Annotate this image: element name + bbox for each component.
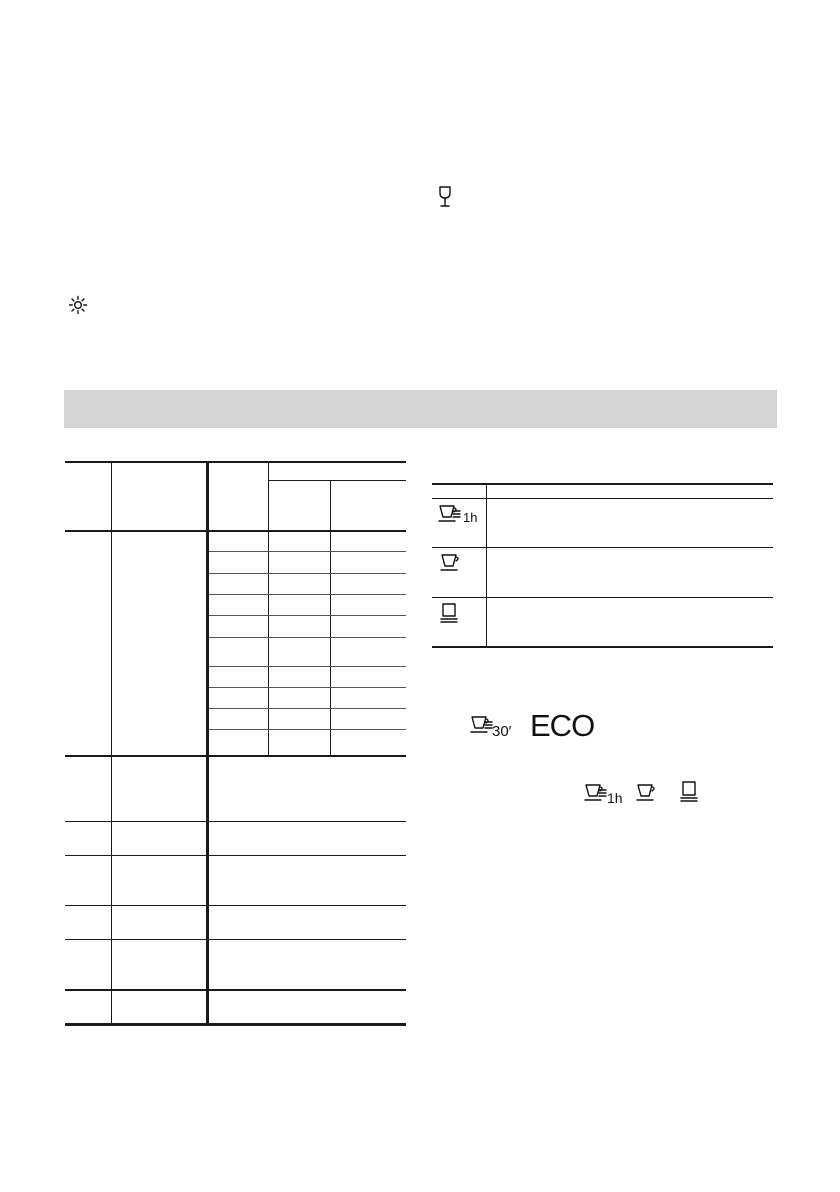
cup-icon bbox=[440, 552, 464, 578]
table-rule bbox=[330, 481, 331, 755]
cup-lines-30-icon bbox=[470, 714, 518, 742]
table-rule bbox=[65, 530, 406, 532]
table-rule bbox=[209, 729, 406, 730]
table-rule bbox=[432, 597, 773, 598]
section-banner bbox=[64, 390, 777, 428]
table-rule bbox=[486, 483, 487, 648]
icon-30-label: 30′ bbox=[492, 723, 512, 740]
table-rule bbox=[432, 483, 773, 485]
program-table bbox=[65, 461, 406, 1026]
cup-lines-1h-icon bbox=[438, 503, 478, 529]
eco-text: ECO bbox=[530, 708, 595, 743]
eco-logo bbox=[530, 710, 594, 741]
wine-glass-icon bbox=[438, 186, 452, 208]
icon-legend-table bbox=[432, 483, 773, 648]
table-rule bbox=[268, 480, 406, 481]
table-rule bbox=[209, 551, 406, 552]
table-rule bbox=[209, 615, 406, 616]
table-rule bbox=[432, 547, 773, 548]
pot-icon bbox=[680, 780, 704, 808]
table-rule bbox=[65, 939, 406, 940]
table-rule bbox=[65, 855, 406, 856]
table-rule bbox=[209, 573, 406, 574]
cup-icon bbox=[636, 782, 660, 808]
table-rule bbox=[432, 498, 773, 499]
table-rule bbox=[206, 461, 209, 1026]
table-rule bbox=[209, 637, 406, 638]
table-rule bbox=[209, 687, 406, 688]
icon-1h-label: 1h bbox=[607, 790, 623, 806]
table-rule bbox=[209, 666, 406, 667]
table-rule bbox=[209, 594, 406, 595]
table-rule bbox=[111, 461, 112, 1026]
table-rule bbox=[65, 905, 406, 906]
table-rule bbox=[65, 1023, 406, 1026]
table-rule bbox=[65, 461, 406, 463]
icon-1h-label: 1h bbox=[463, 510, 478, 525]
cup-lines-1h-icon bbox=[584, 782, 626, 808]
table-rule bbox=[432, 646, 773, 648]
table-rule bbox=[268, 461, 269, 755]
table-rule bbox=[65, 821, 406, 822]
pot-icon bbox=[440, 602, 464, 628]
table-rule bbox=[209, 708, 406, 709]
table-rule bbox=[65, 989, 406, 991]
table-rule bbox=[65, 755, 406, 757]
sun-indicator-icon bbox=[68, 295, 88, 315]
